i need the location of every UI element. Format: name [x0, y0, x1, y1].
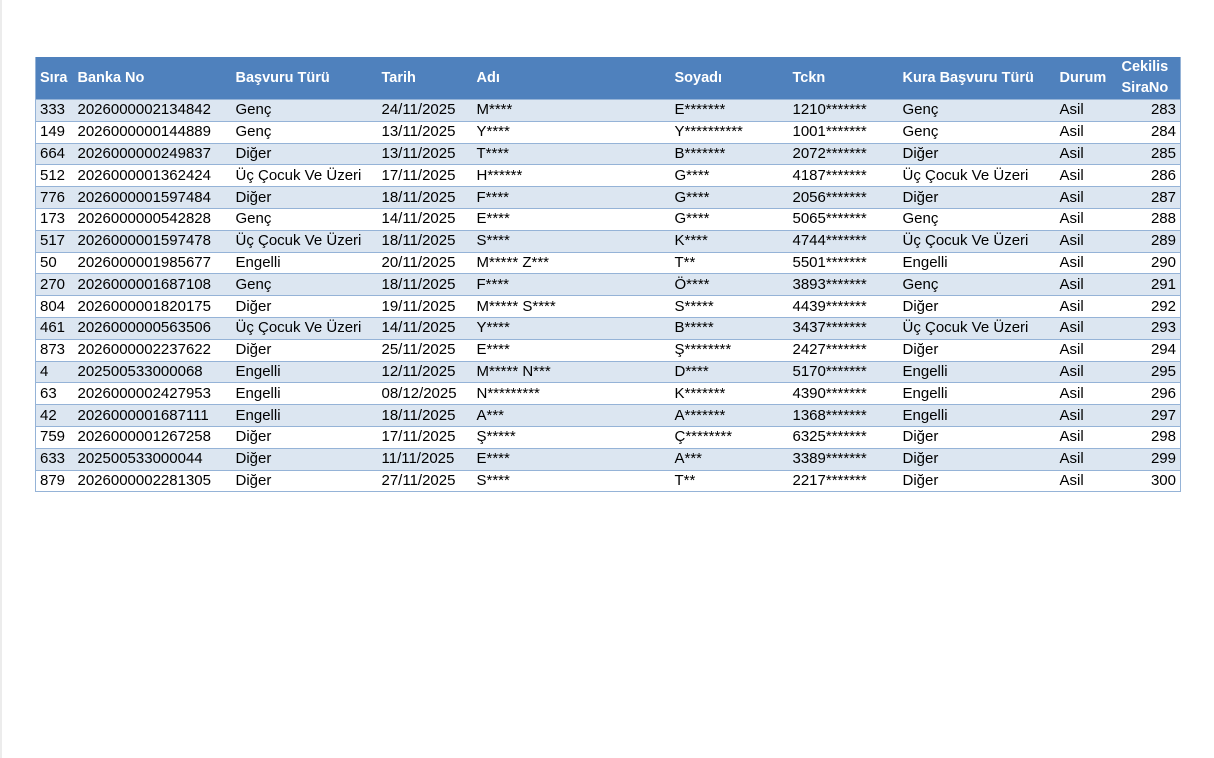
cell-tarih[interactable]: 17/11/2025 — [378, 165, 473, 187]
cell-soyadi[interactable]: B***** — [671, 317, 789, 339]
cell-tarih[interactable]: 12/11/2025 — [378, 361, 473, 383]
cell-sira[interactable]: 333 — [36, 100, 74, 122]
cell-tarih[interactable]: 11/11/2025 — [378, 448, 473, 470]
cell-cekilis-sirano[interactable]: 288 — [1118, 208, 1181, 230]
cell-tarih[interactable]: 27/11/2025 — [378, 470, 473, 492]
cell-basvuru-turu[interactable]: Diğer — [232, 470, 378, 492]
cell-soyadi[interactable]: B******* — [671, 143, 789, 165]
cell-durum[interactable]: Asil — [1056, 317, 1118, 339]
header-cekilis-line1: Cekilis — [1121, 59, 1169, 75]
cell-soyadi[interactable]: E******* — [671, 100, 789, 122]
cell-kura-basvuru-turu[interactable]: Genç — [899, 100, 1056, 122]
cell-sira[interactable]: 517 — [36, 230, 74, 252]
page-edge-divider — [0, 0, 2, 758]
cell-soyadi[interactable]: Ş******** — [671, 339, 789, 361]
cell-cekilis-sirano[interactable]: 287 — [1118, 187, 1181, 209]
cell-adi[interactable]: Y**** — [473, 121, 671, 143]
cell-basvuru-turu[interactable]: Üç Çocuk Ve Üzeri — [232, 230, 378, 252]
cell-cekilis-sirano[interactable]: 294 — [1118, 339, 1181, 361]
results-sheet — [35, 57, 1181, 492]
cell-banka-no[interactable]: 2026000001597478 — [74, 230, 232, 252]
table-row[interactable] — [36, 230, 1181, 252]
cell-tckn[interactable]: 5501******* — [789, 252, 899, 274]
header-soyadi[interactable]: Soyadı — [671, 57, 789, 100]
cell-tarih[interactable]: 20/11/2025 — [378, 252, 473, 274]
cell-basvuru-turu[interactable]: Diğer — [232, 143, 378, 165]
cell-soyadi[interactable]: T** — [671, 252, 789, 274]
cell-banka-no[interactable]: 2026000000563506 — [74, 317, 232, 339]
table-body — [36, 100, 1181, 492]
cell-sira[interactable]: 873 — [36, 339, 74, 361]
cell-banka-no[interactable]: 2026000002237622 — [74, 339, 232, 361]
cell-soyadi[interactable]: G**** — [671, 165, 789, 187]
cell-sira[interactable]: 270 — [36, 274, 74, 296]
header-durum[interactable]: Durum — [1056, 57, 1118, 100]
cell-tckn[interactable]: 4187******* — [789, 165, 899, 187]
header-cekilis-sirano[interactable] — [1118, 57, 1181, 100]
cell-kura-basvuru-turu[interactable]: Diğer — [899, 426, 1056, 448]
cell-banka-no[interactable]: 2026000000144889 — [74, 121, 232, 143]
cell-banka-no[interactable]: 2026000001985677 — [74, 252, 232, 274]
cell-cekilis-sirano[interactable]: 290 — [1118, 252, 1181, 274]
cell-durum[interactable]: Asil — [1056, 208, 1118, 230]
cell-soyadi[interactable]: G**** — [671, 208, 789, 230]
cell-kura-basvuru-turu[interactable]: Diğer — [899, 296, 1056, 318]
cell-durum[interactable]: Asil — [1056, 187, 1118, 209]
cell-tckn[interactable]: 2072******* — [789, 143, 899, 165]
cell-basvuru-turu[interactable]: Genç — [232, 100, 378, 122]
table-row[interactable] — [36, 405, 1181, 427]
cell-cekilis-sirano[interactable]: 298 — [1118, 426, 1181, 448]
cell-basvuru-turu[interactable]: Genç — [232, 274, 378, 296]
cell-sira[interactable]: 63 — [36, 383, 74, 405]
cell-cekilis-sirano[interactable]: 299 — [1118, 448, 1181, 470]
cell-adi[interactable]: S**** — [473, 470, 671, 492]
cell-sira[interactable]: 664 — [36, 143, 74, 165]
table-row[interactable] — [36, 339, 1181, 361]
cell-adi[interactable]: S**** — [473, 230, 671, 252]
cell-cekilis-sirano[interactable]: 284 — [1118, 121, 1181, 143]
table-row[interactable] — [36, 317, 1181, 339]
cell-basvuru-turu[interactable]: Genç — [232, 208, 378, 230]
cell-basvuru-turu[interactable]: Üç Çocuk Ve Üzeri — [232, 317, 378, 339]
cell-basvuru-turu[interactable]: Üç Çocuk Ve Üzeri — [232, 165, 378, 187]
cell-adi[interactable]: T**** — [473, 143, 671, 165]
cell-cekilis-sirano[interactable]: 283 — [1118, 100, 1181, 122]
cell-soyadi[interactable]: G**** — [671, 187, 789, 209]
cell-banka-no[interactable]: 2026000002281305 — [74, 470, 232, 492]
cell-sira[interactable]: 776 — [36, 187, 74, 209]
cell-adi[interactable]: M**** — [473, 100, 671, 122]
cell-sira[interactable]: 879 — [36, 470, 74, 492]
cell-tarih[interactable]: 17/11/2025 — [378, 426, 473, 448]
table-row[interactable] — [36, 252, 1181, 274]
cell-durum[interactable]: Asil — [1056, 405, 1118, 427]
cell-cekilis-sirano[interactable]: 285 — [1118, 143, 1181, 165]
cell-sira[interactable]: 173 — [36, 208, 74, 230]
cell-tarih[interactable]: 25/11/2025 — [378, 339, 473, 361]
cell-banka-no[interactable]: 2026000002427953 — [74, 383, 232, 405]
cell-tckn[interactable]: 1368******* — [789, 405, 899, 427]
cell-tarih[interactable]: 13/11/2025 — [378, 143, 473, 165]
cell-basvuru-turu[interactable]: Engelli — [232, 405, 378, 427]
table-row[interactable] — [36, 383, 1181, 405]
table-row[interactable] — [36, 296, 1181, 318]
cell-soyadi[interactable]: Ö**** — [671, 274, 789, 296]
cell-cekilis-sirano[interactable]: 293 — [1118, 317, 1181, 339]
cell-banka-no[interactable]: 2026000002134842 — [74, 100, 232, 122]
cell-cekilis-sirano[interactable]: 296 — [1118, 383, 1181, 405]
cell-basvuru-turu[interactable]: Diğer — [232, 448, 378, 470]
cell-tarih[interactable]: 13/11/2025 — [378, 121, 473, 143]
cell-kura-basvuru-turu[interactable]: Engelli — [899, 252, 1056, 274]
table-row[interactable] — [36, 448, 1181, 470]
cell-basvuru-turu[interactable]: Diğer — [232, 187, 378, 209]
cell-basvuru-turu[interactable]: Genç — [232, 121, 378, 143]
cell-durum[interactable]: Asil — [1056, 339, 1118, 361]
table-row[interactable] — [36, 470, 1181, 492]
cell-soyadi[interactable]: A*** — [671, 448, 789, 470]
cell-cekilis-sirano[interactable]: 300 — [1118, 470, 1181, 492]
cell-banka-no[interactable]: 2026000001820175 — [74, 296, 232, 318]
cell-kura-basvuru-turu[interactable]: Üç Çocuk Ve Üzeri — [899, 317, 1056, 339]
cell-soyadi[interactable]: Ç******** — [671, 426, 789, 448]
cell-soyadi[interactable]: T** — [671, 470, 789, 492]
cell-kura-basvuru-turu[interactable]: Genç — [899, 274, 1056, 296]
cell-basvuru-turu[interactable]: Diğer — [232, 426, 378, 448]
cell-kura-basvuru-turu[interactable]: Engelli — [899, 383, 1056, 405]
header-cekilis-line2: SiraNo — [1121, 80, 1169, 96]
header-tarih[interactable]: Tarih — [378, 57, 473, 100]
cell-adi[interactable]: M***** N*** — [473, 361, 671, 383]
cell-adi[interactable]: Y**** — [473, 317, 671, 339]
cell-sira[interactable]: 50 — [36, 252, 74, 274]
cell-durum[interactable]: Asil — [1056, 426, 1118, 448]
cell-adi[interactable]: F**** — [473, 187, 671, 209]
table-row[interactable] — [36, 165, 1181, 187]
cell-durum[interactable]: Asil — [1056, 448, 1118, 470]
cell-sira[interactable]: 633 — [36, 448, 74, 470]
cell-tckn[interactable]: 2056******* — [789, 187, 899, 209]
cell-tarih[interactable]: 18/11/2025 — [378, 187, 473, 209]
cell-soyadi[interactable]: A******* — [671, 405, 789, 427]
cell-banka-no[interactable]: 202500533000044 — [74, 448, 232, 470]
cell-tarih[interactable]: 14/11/2025 — [378, 317, 473, 339]
cell-tarih[interactable]: 18/11/2025 — [378, 230, 473, 252]
cell-adi[interactable]: E**** — [473, 208, 671, 230]
cell-banka-no[interactable]: 2026000001687111 — [74, 405, 232, 427]
cell-kura-basvuru-turu[interactable]: Diğer — [899, 339, 1056, 361]
cell-sira[interactable]: 4 — [36, 361, 74, 383]
cell-tckn[interactable]: 3893******* — [789, 274, 899, 296]
cell-tckn[interactable]: 4744******* — [789, 230, 899, 252]
cell-basvuru-turu[interactable]: Engelli — [232, 383, 378, 405]
cell-soyadi[interactable]: K**** — [671, 230, 789, 252]
cell-tckn[interactable]: 3437******* — [789, 317, 899, 339]
cell-kura-basvuru-turu[interactable]: Diğer — [899, 143, 1056, 165]
cell-banka-no[interactable]: 202500533000068 — [74, 361, 232, 383]
header-basvuru-turu[interactable]: Başvuru Türü — [232, 57, 378, 100]
cell-durum[interactable]: Asil — [1056, 274, 1118, 296]
cell-tarih[interactable]: 14/11/2025 — [378, 208, 473, 230]
cell-soyadi[interactable]: D**** — [671, 361, 789, 383]
cell-cekilis-sirano[interactable]: 292 — [1118, 296, 1181, 318]
cell-kura-basvuru-turu[interactable]: Genç — [899, 208, 1056, 230]
cell-basvuru-turu[interactable]: Engelli — [232, 252, 378, 274]
cell-tarih[interactable]: 08/12/2025 — [378, 383, 473, 405]
cell-tckn[interactable]: 5170******* — [789, 361, 899, 383]
cell-tckn[interactable]: 4439******* — [789, 296, 899, 318]
cell-sira[interactable]: 461 — [36, 317, 74, 339]
cell-banka-no[interactable]: 2026000001362424 — [74, 165, 232, 187]
cell-basvuru-turu[interactable]: Engelli — [232, 361, 378, 383]
cell-durum[interactable]: Asil — [1056, 296, 1118, 318]
cell-sira[interactable]: 804 — [36, 296, 74, 318]
cell-soyadi[interactable]: S***** — [671, 296, 789, 318]
cell-tckn[interactable]: 2217******* — [789, 470, 899, 492]
cell-tckn[interactable]: 1001******* — [789, 121, 899, 143]
lottery-results-table — [35, 57, 1181, 492]
cell-kura-basvuru-turu[interactable]: Diğer — [899, 448, 1056, 470]
cell-adi[interactable]: E**** — [473, 448, 671, 470]
header-adi[interactable]: Adı — [473, 57, 671, 100]
cell-tckn[interactable]: 2427******* — [789, 339, 899, 361]
cell-kura-basvuru-turu[interactable]: Diğer — [899, 470, 1056, 492]
cell-basvuru-turu[interactable]: Diğer — [232, 339, 378, 361]
header-kura-basvuru-turu[interactable]: Kura Başvuru Türü — [899, 57, 1056, 100]
header-sira[interactable]: Sıra — [36, 57, 74, 100]
cell-tckn[interactable]: 1210******* — [789, 100, 899, 122]
cell-tckn[interactable]: 3389******* — [789, 448, 899, 470]
cell-tckn[interactable]: 4390******* — [789, 383, 899, 405]
cell-adi[interactable]: H****** — [473, 165, 671, 187]
table-row[interactable] — [36, 361, 1181, 383]
header-banka-no[interactable]: Banka No — [74, 57, 232, 100]
cell-tarih[interactable]: 24/11/2025 — [378, 100, 473, 122]
cell-banka-no[interactable]: 2026000001597484 — [74, 187, 232, 209]
table-header-row — [36, 57, 1181, 100]
cell-banka-no[interactable]: 2026000001687108 — [74, 274, 232, 296]
cell-durum[interactable]: Asil — [1056, 361, 1118, 383]
table-row[interactable] — [36, 121, 1181, 143]
cell-banka-no[interactable]: 2026000000249837 — [74, 143, 232, 165]
cell-cekilis-sirano[interactable]: 289 — [1118, 230, 1181, 252]
cell-durum[interactable]: Asil — [1056, 121, 1118, 143]
cell-cekilis-sirano[interactable]: 295 — [1118, 361, 1181, 383]
table-row[interactable] — [36, 143, 1181, 165]
cell-tckn[interactable]: 6325******* — [789, 426, 899, 448]
table-row[interactable] — [36, 187, 1181, 209]
cell-tarih[interactable]: 19/11/2025 — [378, 296, 473, 318]
cell-sira[interactable]: 759 — [36, 426, 74, 448]
cell-cekilis-sirano[interactable]: 291 — [1118, 274, 1181, 296]
cell-banka-no[interactable]: 2026000001267258 — [74, 426, 232, 448]
cell-kura-basvuru-turu[interactable]: Üç Çocuk Ve Üzeri — [899, 165, 1056, 187]
cell-adi[interactable]: N********* — [473, 383, 671, 405]
cell-durum[interactable]: Asil — [1056, 383, 1118, 405]
cell-soyadi[interactable]: K******* — [671, 383, 789, 405]
cell-sira[interactable]: 512 — [36, 165, 74, 187]
table-row[interactable] — [36, 274, 1181, 296]
cell-adi[interactable]: Ş***** — [473, 426, 671, 448]
cell-cekilis-sirano[interactable]: 286 — [1118, 165, 1181, 187]
cell-durum[interactable]: Asil — [1056, 165, 1118, 187]
cell-tckn[interactable]: 5065******* — [789, 208, 899, 230]
cell-kura-basvuru-turu[interactable]: Üç Çocuk Ve Üzeri — [899, 230, 1056, 252]
cell-cekilis-sirano[interactable]: 297 — [1118, 405, 1181, 427]
cell-sira[interactable]: 42 — [36, 405, 74, 427]
cell-adi[interactable]: E**** — [473, 339, 671, 361]
cell-kura-basvuru-turu[interactable]: Genç — [899, 121, 1056, 143]
cell-adi[interactable]: A*** — [473, 405, 671, 427]
cell-sira[interactable]: 149 — [36, 121, 74, 143]
header-tckn[interactable]: Tckn — [789, 57, 899, 100]
cell-durum[interactable]: Asil — [1056, 470, 1118, 492]
cell-adi[interactable]: M***** Z*** — [473, 252, 671, 274]
cell-durum[interactable]: Asil — [1056, 143, 1118, 165]
cell-kura-basvuru-turu[interactable]: Engelli — [899, 405, 1056, 427]
cell-kura-basvuru-turu[interactable]: Engelli — [899, 361, 1056, 383]
cell-durum[interactable]: Asil — [1056, 230, 1118, 252]
cell-adi[interactable]: F**** — [473, 274, 671, 296]
table-row[interactable] — [36, 100, 1181, 122]
cell-durum[interactable]: Asil — [1056, 252, 1118, 274]
cell-basvuru-turu[interactable]: Diğer — [232, 296, 378, 318]
cell-banka-no[interactable]: 2026000000542828 — [74, 208, 232, 230]
cell-durum[interactable]: Asil — [1056, 100, 1118, 122]
cell-tarih[interactable]: 18/11/2025 — [378, 274, 473, 296]
cell-tarih[interactable]: 18/11/2025 — [378, 405, 473, 427]
cell-soyadi[interactable]: Y********** — [671, 121, 789, 143]
table-row[interactable] — [36, 208, 1181, 230]
cell-kura-basvuru-turu[interactable]: Diğer — [899, 187, 1056, 209]
table-row[interactable] — [36, 426, 1181, 448]
cell-adi[interactable]: M***** S**** — [473, 296, 671, 318]
